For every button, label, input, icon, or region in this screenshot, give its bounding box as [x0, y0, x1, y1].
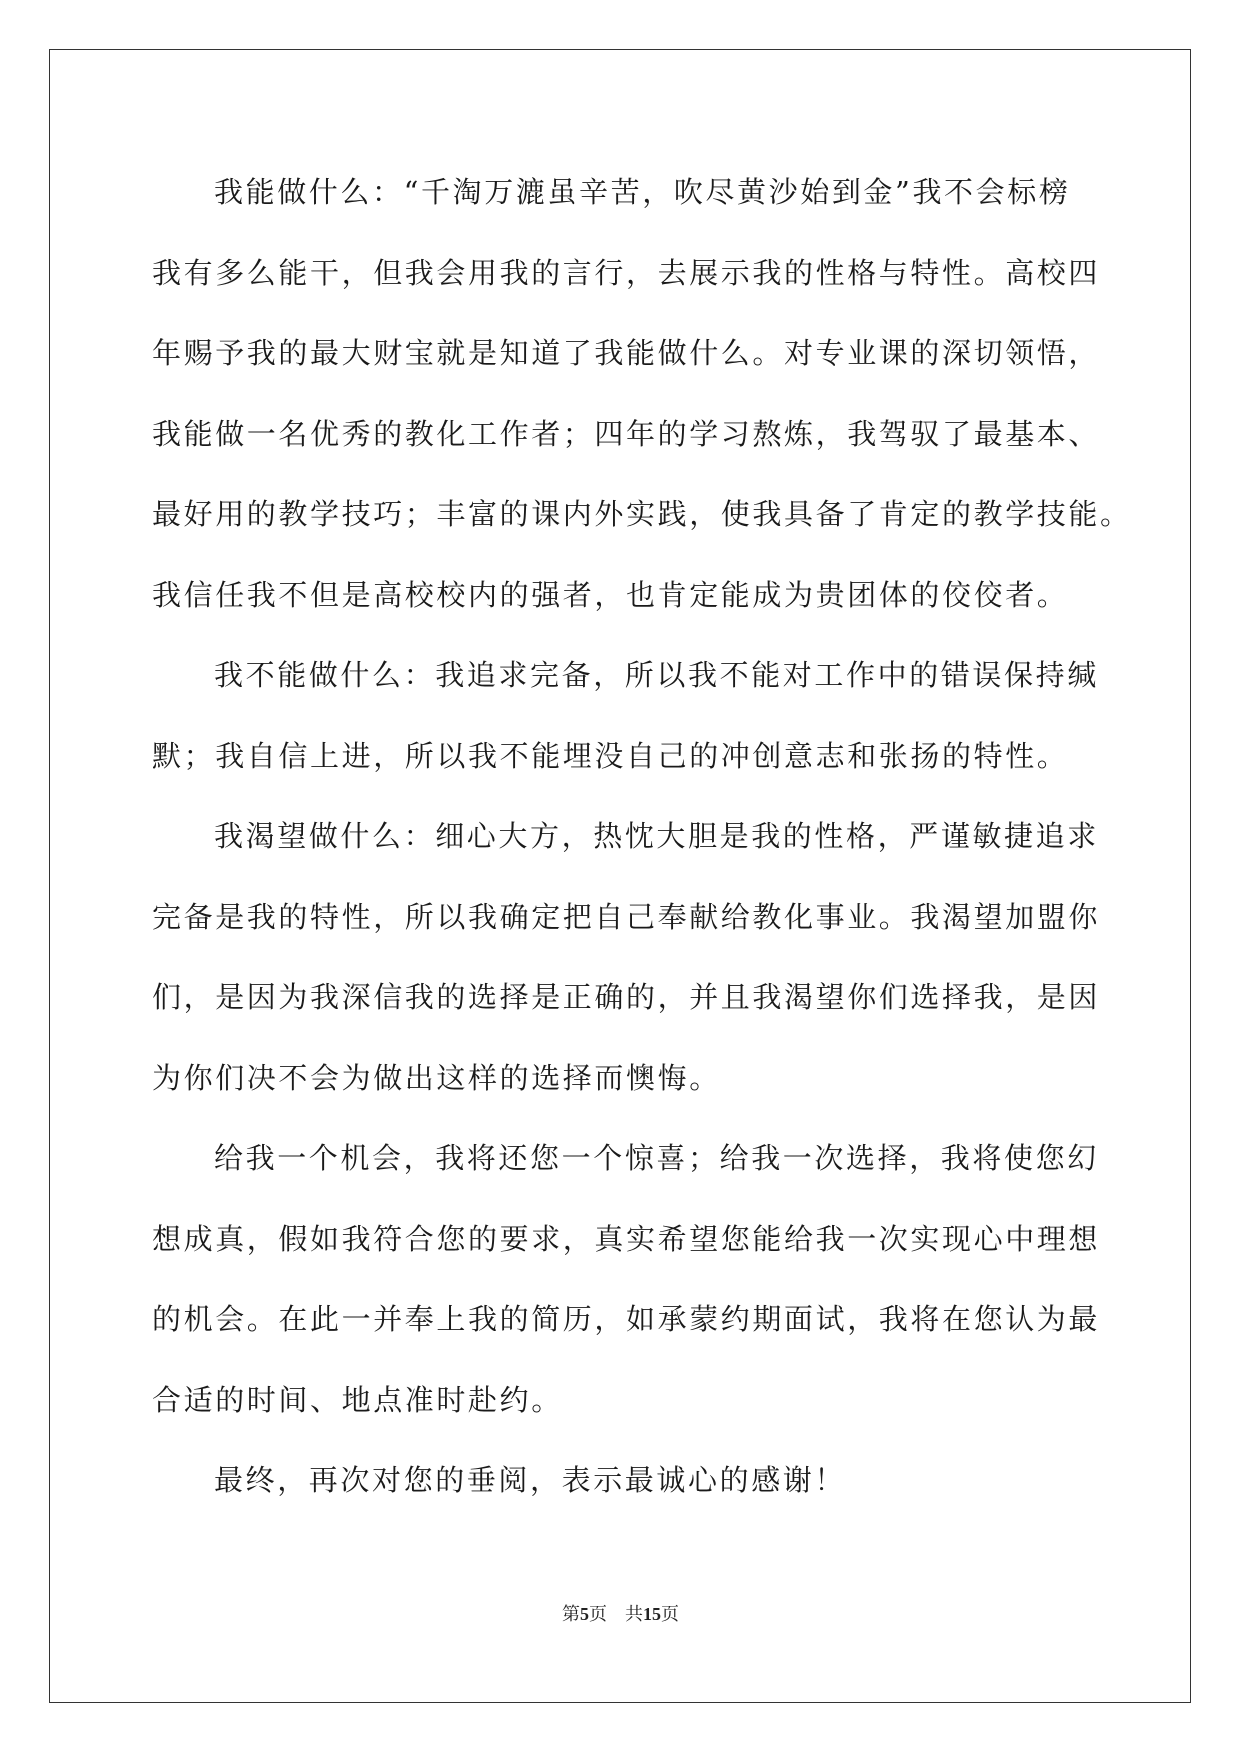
page-footer	[0, 1602, 1241, 1627]
body-line: 想成真，假如我符合您的要求，真实希望您能给我一次实现心中理想	[152, 1221, 1101, 1256]
body-line: 的机会。在此一并奉上我的简历，如承蒙约期面试，我将在您认为最	[152, 1302, 1101, 1336]
body-line: 最终，再次对您的垂阅，表示最诚心的感谢！	[214, 1463, 847, 1497]
total-pages: 15	[643, 1604, 661, 1624]
body-line: 我有多么能干，但我会用我的言行，去展示我的性格与特性。高校四	[152, 255, 1101, 290]
body-line: 为你们决不会为做出这样的选择而懊悔。	[152, 1060, 721, 1095]
body-line: 合适的时间、地点准时赴约。	[152, 1382, 563, 1417]
body-line: 我信任我不但是高校校内的强者，也肯定能成为贵团体的佼佼者。	[152, 577, 1069, 612]
body-line: 年赐予我的最大财宝就是知道了我能做什么。对专业课的深切领悟，	[152, 336, 1101, 370]
page-prefix: 第	[562, 1604, 580, 1625]
body-line: 我渴望做什么：细心大方，热忱大胆是我的性格，严谨敏捷追求	[214, 819, 1099, 853]
body-line: 给我一个机会，我将还您一个惊喜；给我一次选择，我将使您幻	[214, 1141, 1099, 1175]
body-line: 我能做一名优秀的教化工作者；四年的学习熬炼，我驾驭了最基本、	[152, 416, 1101, 451]
document-body	[152, 163, 1132, 1532]
body-line: 们，是因为我深信我的选择是正确的，并且我渴望你们选择我，是因	[152, 980, 1101, 1014]
total-prefix: 共	[625, 1604, 643, 1625]
body-line: 最好用的教学技巧；丰富的课内外实践，使我具备了肯定的教学技能。	[152, 497, 1132, 531]
page-suffix: 页	[589, 1604, 607, 1625]
total-suffix: 页	[661, 1604, 679, 1625]
body-line: 我能做什么：“千淘万漉虽辛苦，吹尽黄沙始到金”我不会标榜	[214, 175, 1071, 209]
page-number: 5	[580, 1604, 589, 1624]
body-line: 我不能做什么：我追求完备，所以我不能对工作中的错误保持缄	[214, 658, 1099, 692]
body-line: 完备是我的特性，所以我确定把自己奉献给教化事业。我渴望加盟你	[152, 899, 1101, 934]
body-line: 默；我自信上进，所以我不能埋没自己的冲创意志和张扬的特性。	[152, 738, 1069, 773]
